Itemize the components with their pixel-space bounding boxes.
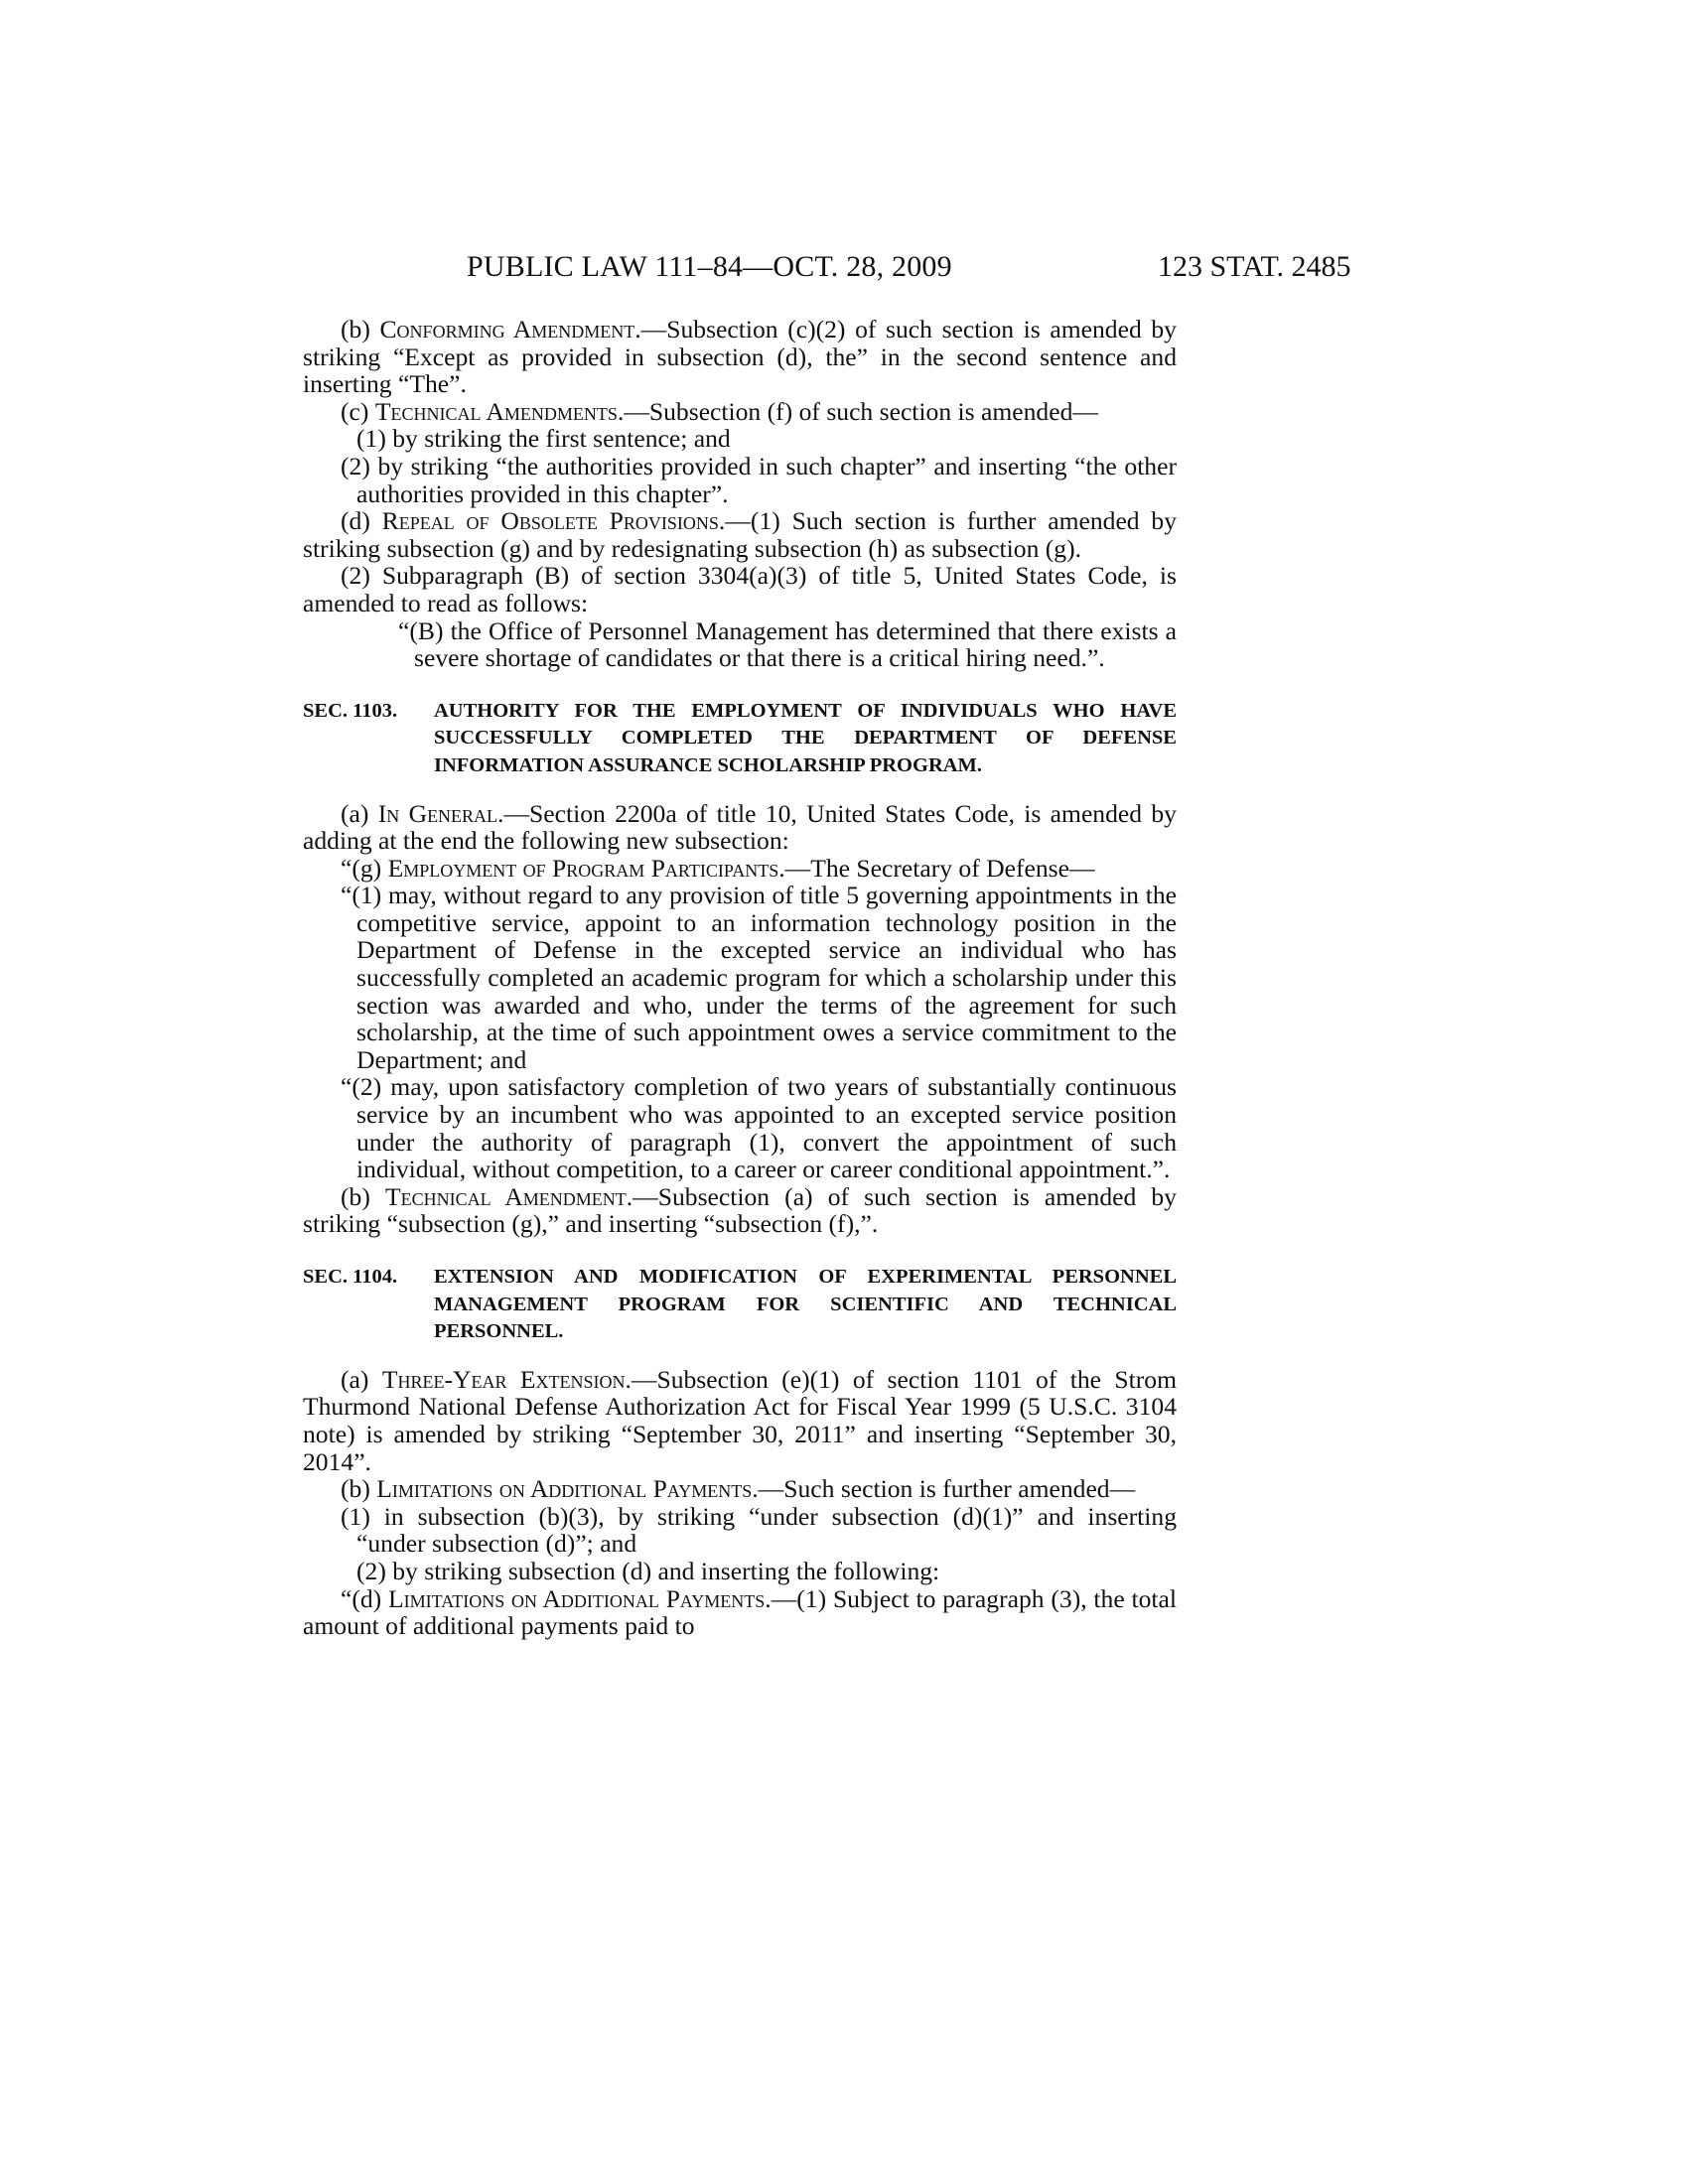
section-1104-subsection-b — [303, 1475, 1177, 1503]
paragraph-heading: Limitations on Additional Payments. — [388, 1583, 772, 1613]
section-1104-subsection-a — [303, 1366, 1177, 1475]
paragraph-text: —Subsection (a) of such section is amended by striking “subsection (g),” and inserting “subsection (f),”. — [303, 1181, 1177, 1239]
paragraph-label: (a) — [341, 1364, 369, 1394]
paragraph-text: —Subsection (e)(1) of section 1101 of the Strom Thurmond National Defense Authorization Act for Fiscal Year 1999 (5 U.S.C. 3104 note) is amended by striking “September 30, 2011” and inserting “September 30, 2014”. — [303, 1364, 1178, 1476]
quoted-paragraph-2: “(2) may, upon satisfactory completion of two years of substantially continuous service by an incumbent who was appointed to an excepted service position under the authority of paragraph (1), convert the appointment of such individual, without competition, to a career or career conditional appointment.”. — [341, 1072, 1177, 1184]
paragraph-text: —Section 2200a of title 10, United States Code, is amended by adding at the end the following new subsection: — [303, 798, 1177, 856]
section-1104-heading — [303, 1264, 1177, 1346]
section-title: AUTHORITY FOR THE EMPLOYMENT OF INDIVIDUALS WHO HAVE SUCCESSFULLY COMPLETED THE DEPARTMENT OF DEFENSE INFORMATION ASSURANCE SCHOLARSHIP PROGRAM. — [434, 699, 1177, 776]
running-head: PUBLIC LAW 111–84—OCT. 28, 2009 — [467, 250, 952, 283]
section-title: EXTENSION AND MODIFICATION OF EXPERIMENTAL PERSONNEL MANAGEMENT PROGRAM FOR SCIENTIFIC AND TECHNICAL PERSONNEL. — [434, 1266, 1177, 1343]
section-number: SEC. 1103. — [303, 699, 398, 722]
paragraph-label: “(g) — [341, 853, 382, 883]
paragraph-label: “(d) — [341, 1583, 382, 1613]
section-1104-b-paragraph-2: (2) by striking subsection (d) and inserting the following: — [356, 1556, 940, 1585]
section-1103-heading — [303, 698, 1177, 780]
paragraph-text: —Subsection (c)(2) of such section is amended by striking “Except as provided in subsection (d), the” in the second sentence and inserting “The”. — [303, 315, 1177, 399]
quoted-subsection-g — [303, 855, 1177, 883]
paragraph-text: —Such section is further amended— — [758, 1474, 1136, 1504]
subsection-c-paragraph-1: (1) by striking the first sentence; and — [356, 424, 731, 454]
statute-page-reference: 123 STAT. 2485 — [1158, 250, 1351, 283]
paragraph-label: (a) — [341, 798, 369, 828]
paragraph-label: (b) — [341, 1474, 370, 1504]
document-body — [303, 316, 1177, 1640]
paragraph-heading: Technical Amendments. — [374, 396, 625, 426]
quoted-subparagraph-b: “(B) the Office of Personnel Management has determined that there exists a severe shortage of candidates or that there is a critical hiring need.”. — [398, 615, 1177, 673]
paragraph-heading: In General. — [377, 798, 504, 828]
quoted-paragraph-1: “(1) may, without regard to any provision of title 5 governing appointments in the competitive service, appoint to an information technology position in the Department of Defense in the excepted service an individual who has successfully completed an academic program for which a scholarship under this section was awarded and who, under the terms of the agreement for such scholarship, at the time of such appointment owes a service commitment to the Department; and — [341, 881, 1177, 1074]
quoted-subsection-d — [303, 1585, 1177, 1640]
paragraph-label: (b) — [341, 1181, 370, 1211]
paragraph-text: —The Secretary of Defense— — [784, 853, 1095, 883]
paragraph-text: —Subsection (f) of such section is amended— — [624, 396, 1098, 426]
paragraph-heading: Limitations on Additional Payments. — [376, 1474, 759, 1504]
section-1103-subsection-b — [303, 1183, 1177, 1238]
paragraph-label: (c) — [341, 396, 369, 426]
subsection-c-technical-amendments — [303, 398, 1177, 426]
paragraph-heading: Conforming Amendment. — [379, 315, 641, 343]
paragraph-text: —(1) Such section is further amended by striking subsection (g) and by redesignating subsection (h) as subsection (g). — [303, 506, 1178, 563]
paragraph-heading: Technical Amendment. — [384, 1181, 633, 1211]
paragraph-heading: Three-Year Extension. — [381, 1364, 632, 1394]
section-1104-b-paragraph-1: (1) in subsection (b)(3), by striking “under subsection (d)(1)” and inserting “under subsection (d)”; and — [341, 1501, 1177, 1559]
paragraph-heading: Employment of Program Participants. — [387, 853, 785, 883]
subsection-d-repeal — [303, 507, 1177, 562]
page-header — [0, 250, 1688, 290]
subsection-d-paragraph-2: (2) Subparagraph (B) of section 3304(a)(3) of title 5, United States Code, is amended to read as follows: — [303, 561, 1177, 617]
subsection-c-paragraph-2: (2) by striking “the authorities provided in such chapter” and inserting “the other authorities provided in this chapter”. — [341, 451, 1177, 508]
section-number: SEC. 1104. — [303, 1266, 398, 1288]
paragraph-label: (b) — [341, 315, 370, 343]
section-1103-subsection-a — [303, 800, 1177, 855]
paragraph-label: (d) — [341, 506, 370, 536]
subsection-b-conforming-amendment — [303, 316, 1177, 398]
paragraph-text: —(1) Subject to paragraph (3), the total amount of additional payments paid to — [303, 1583, 1177, 1641]
paragraph-heading: Repeal of Obsolete Provisions. — [381, 506, 726, 536]
